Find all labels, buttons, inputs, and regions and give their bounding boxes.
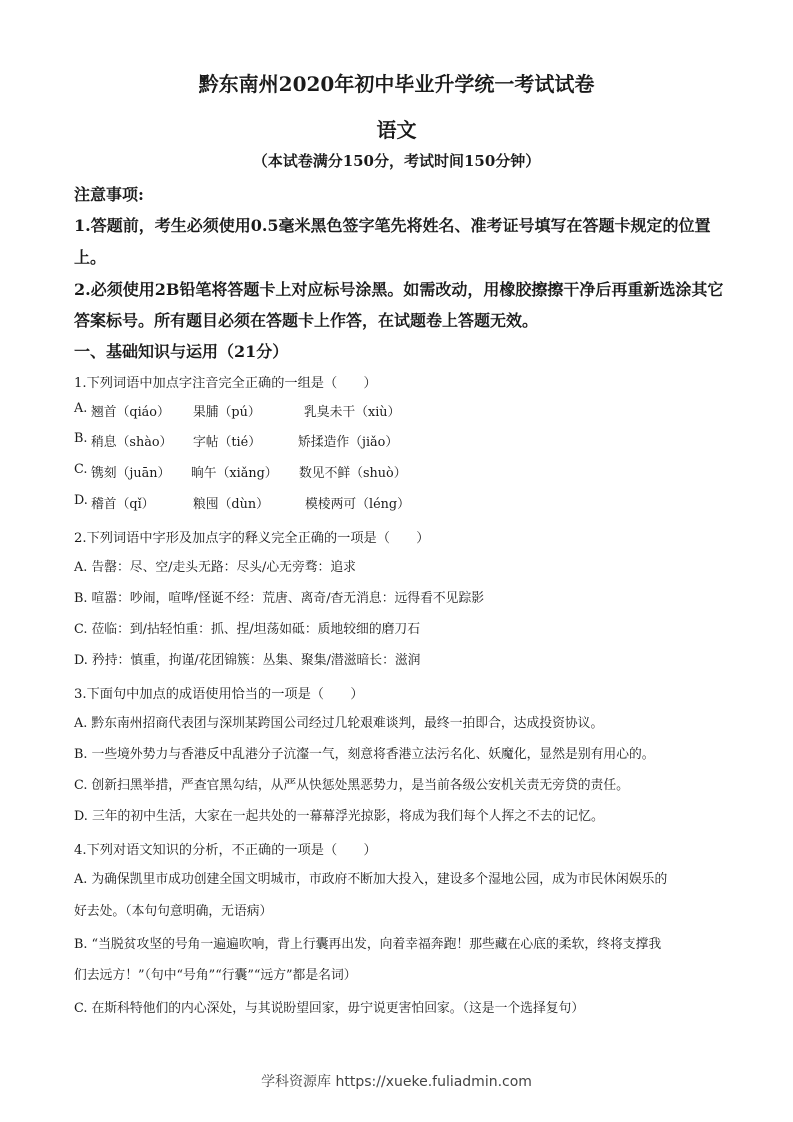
q3-stem: 3.下面句中加点的成语使用恰当的一项是（ ）: [74, 687, 364, 702]
q4-option-a-line1: A. 为确保凯里市成功创建全国文明城市，市政府不断加大投入，建设多个湿地公园，成为市民休闲娱乐的: [74, 872, 668, 887]
option-label: C.: [74, 462, 88, 477]
option-label: A.: [74, 401, 88, 416]
q2-stem: 2.下列词语中字形及加点字的释义完全正确的一项是（ ）: [74, 531, 430, 546]
notes-item2-line2: 答案标号。所有题目必须在答题卡上作答，在试题卷上答题无效。: [74, 311, 539, 330]
notes-item1-line1: 1.答题前，考生必须使用0.5毫米黑色签字笔先将姓名、准考证号填写在答题卡规定的位置: [74, 216, 711, 235]
q2-option-d: D. 矜持：慎重，拘谨/花团锦簇：丛集、聚集/潜滋暗长：滋润: [74, 653, 421, 668]
q4-option-b-line2: 们去远方！”（句中“号角”“行囊”“远方”都是名词）: [74, 968, 357, 983]
q2-option-b: B. 喧嚣：吵闹，喧哗/怪诞不经：荒唐、离奇/杳无消息：远得看不见踪影: [74, 591, 485, 606]
option-word: 稽首（qǐ）: [91, 497, 155, 512]
option-word: 翘首（qiáo）: [91, 405, 170, 420]
subject-title: 语文: [376, 118, 417, 142]
option-word: 乳臭未干（xiù）: [304, 405, 401, 420]
option-word: 果脯（pú）: [193, 405, 261, 420]
q3-option-c: C. 创新扫黑举措，严查官黑勾结，从严从快惩处黑恶势力，是当前各级公安机关责无旁贷的责任。: [74, 778, 629, 793]
option-word: 晌午（xiǎng）: [191, 466, 278, 481]
q3-option-a: A. 黔东南州招商代表团与深圳某跨国公司经过几轮艰难谈判，最终一拍即合，达成投资协议。: [74, 716, 604, 731]
option-word: 模棱两可（léng）: [305, 497, 410, 512]
option-word: 数见不鲜（shuò）: [299, 466, 407, 481]
notes-item1-line2: 上。: [74, 248, 107, 267]
q4-option-c: C. 在斯科特他们的内心深处，与其说盼望回家，毋宁说更害怕回家。（这是一个选择复句）: [74, 1001, 585, 1016]
q3-option-b: B. 一些境外势力与香港反中乱港分子沆瀣一气，刻意将香港立法污名化、妖魔化，显然是别有用心的。: [74, 747, 655, 762]
q4-stem: 4.下列对语文知识的分析，不正确的一项是（ ）: [74, 843, 377, 858]
q2-option-c: C. 莅临：到/拈轻怕重：抓、捏/坦荡如砥：质地较细的磨刀石: [74, 622, 421, 637]
q1-stem: 1.下列词语中加点字注音完全正确的一组是（ ）: [74, 376, 377, 391]
q2-option-a: A. 告罄：尽、空/走头无路：尽头/心无旁骛：追求: [74, 560, 356, 575]
footer-source: 学科资源库 https://xueke.fuliadmin.com: [261, 1074, 532, 1090]
option-word: 稍息（shào）: [91, 435, 173, 450]
option-word: 粮囤（dùn）: [193, 497, 269, 512]
section1-heading: 一、基础知识与运用（21分）: [74, 342, 289, 361]
q4-option-b-line1: B. “当脱贫攻坚的号角一遍遍吹响，背上行囊再出发，向着幸福奔跑！那些藏在心底的柔软，终将支撑我: [74, 937, 662, 952]
option-word: 字帖（tié）: [193, 435, 261, 450]
q3-option-d: D. 三年的初中生活，大家在一起共处的一幕幕浮光掠影，将成为我们每个人挥之不去的记忆。: [74, 809, 604, 824]
exam-subtitle: （本试卷满分150分，考试时间150分钟）: [252, 152, 541, 170]
notes-item2-line1: 2.必须使用2B铅笔将答题卡上对应标号涂黑。如需改动，用橡胶擦擦干净后再重新选涂其它: [74, 280, 724, 299]
option-label: B.: [74, 431, 88, 446]
option-word: 矫揉造作（jiǎo）: [298, 435, 399, 450]
q4-option-a-line2: 好去处。（本句句意明确，无语病）: [74, 904, 273, 919]
notes-heading: 注意事项:: [74, 185, 144, 204]
option-label: D.: [74, 493, 88, 508]
exam-title: 黔东南州2020年初中毕业升学统一考试试卷: [198, 72, 595, 96]
option-word: 镌刻（juān）: [91, 466, 171, 481]
